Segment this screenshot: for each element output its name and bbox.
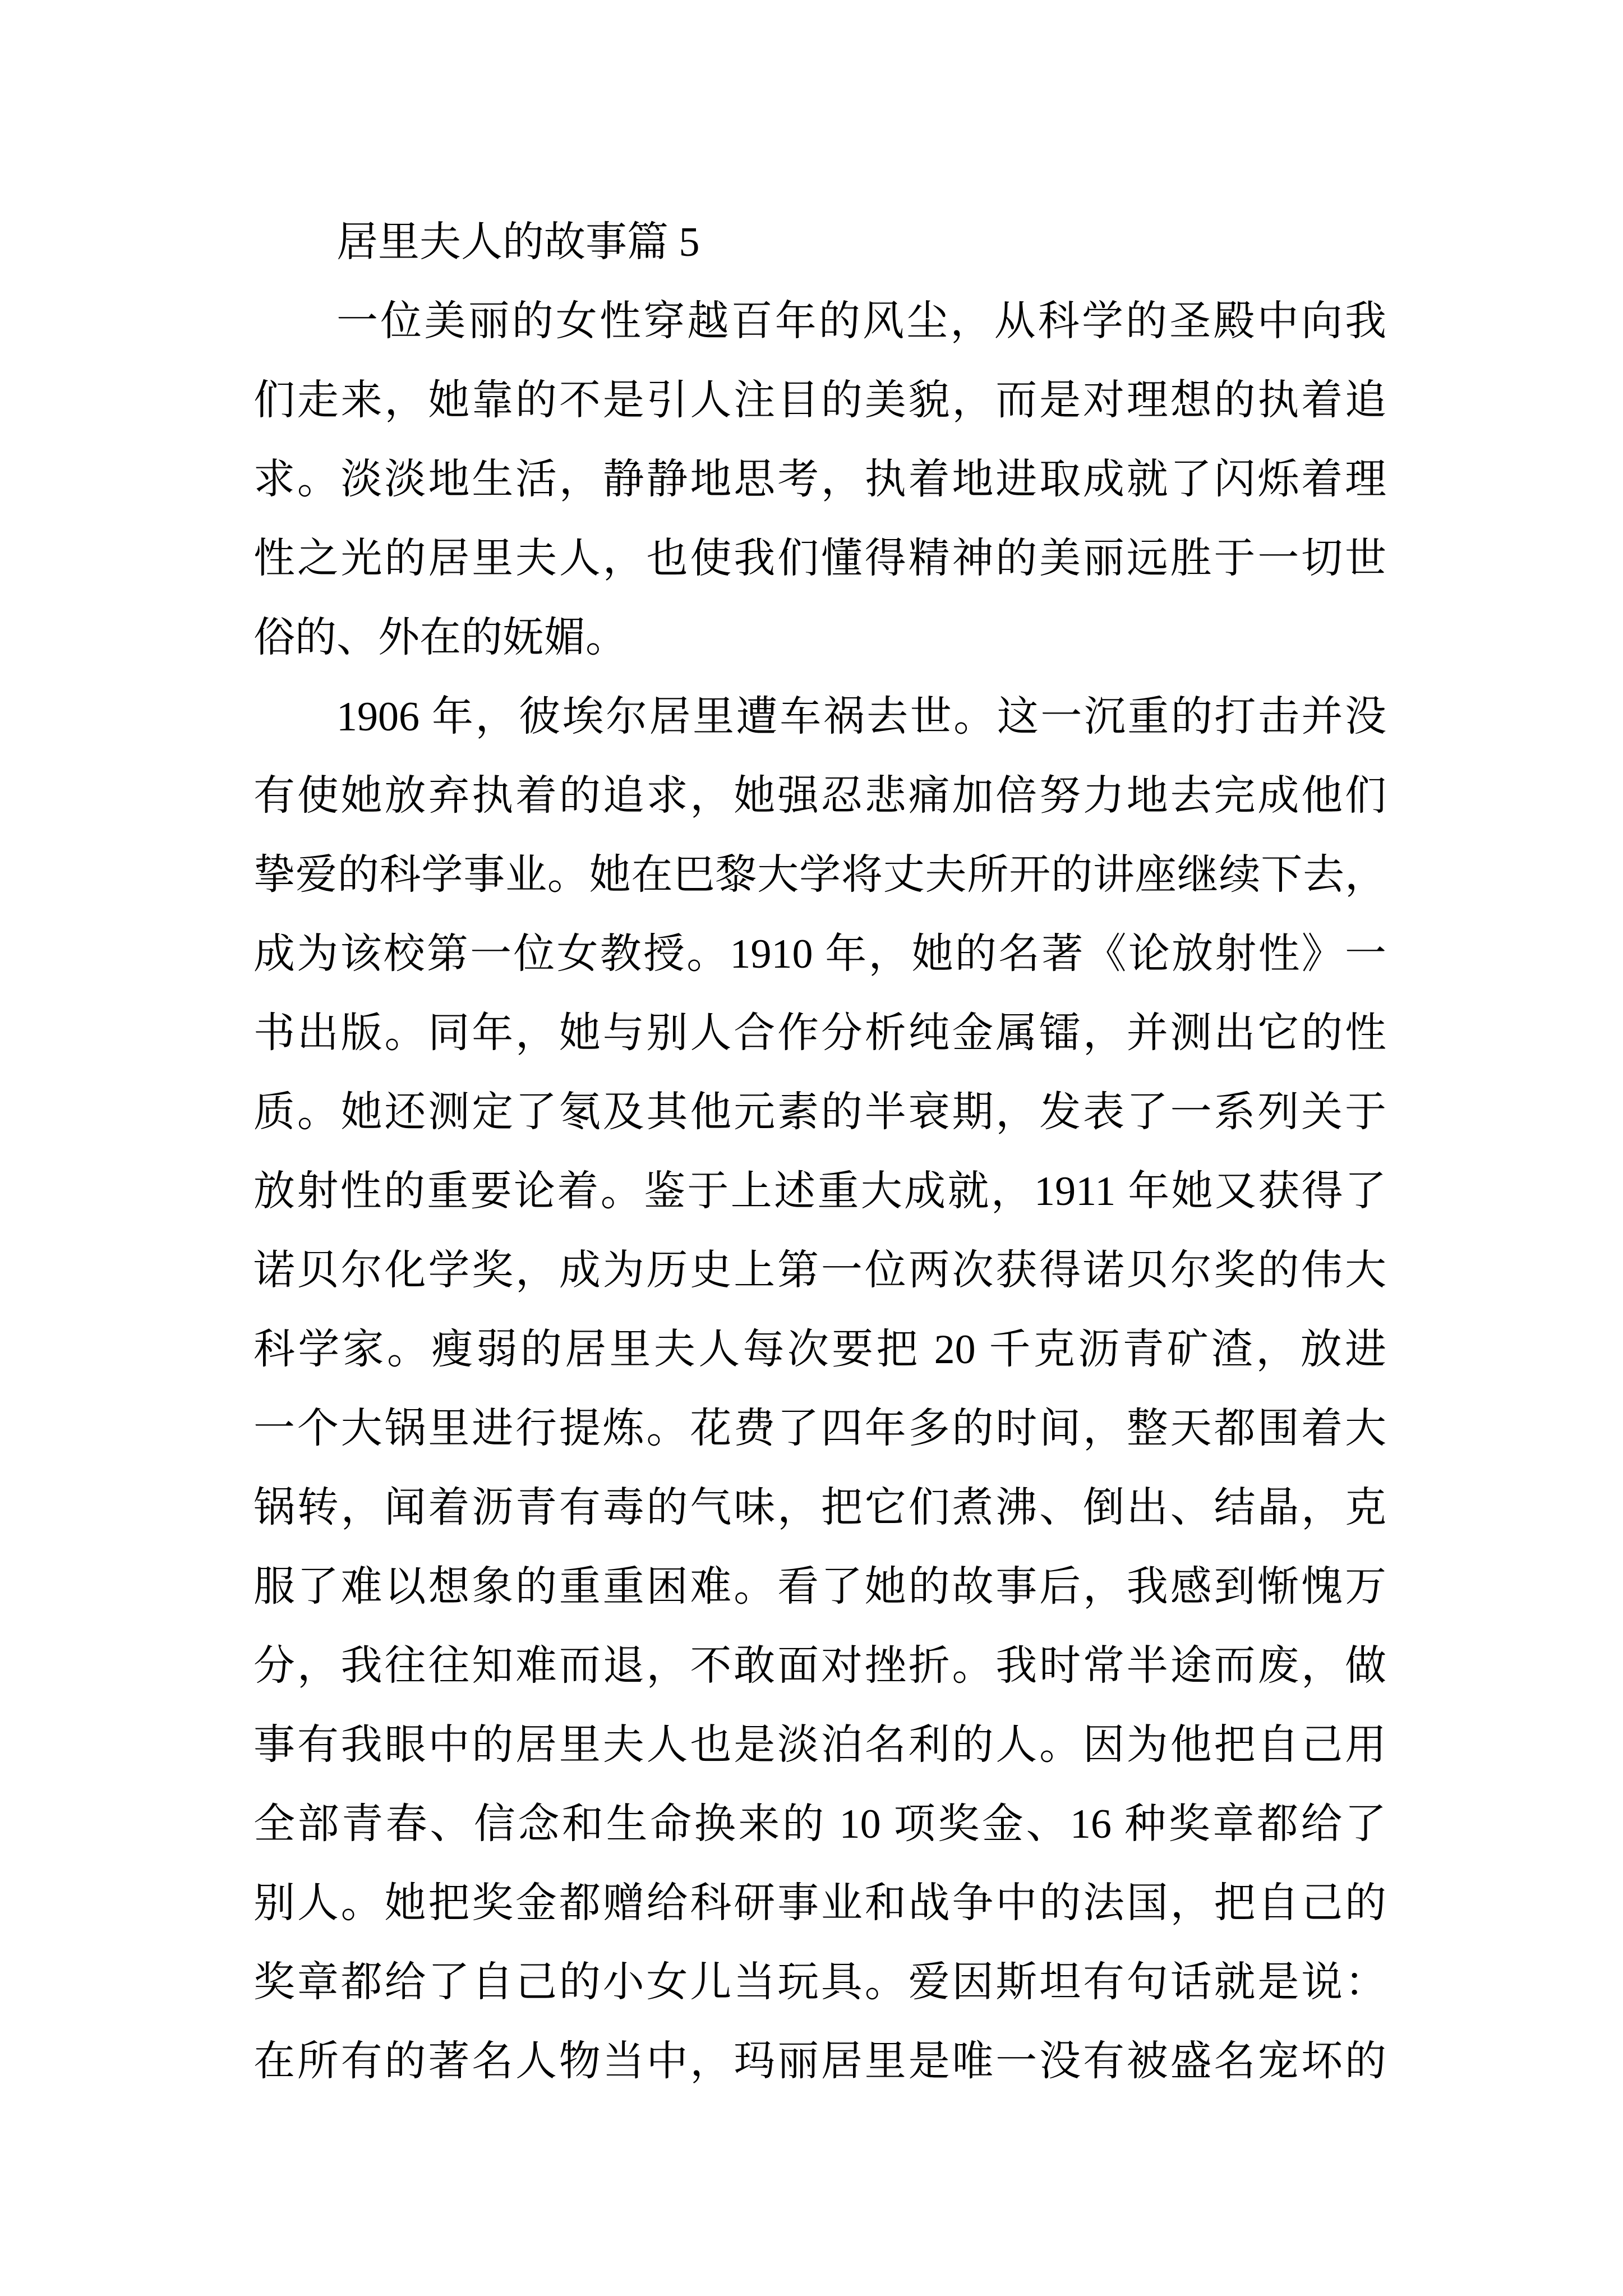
paragraph-line: 1906 年，彼埃尔居里遭车祸去世。这一沉重的打击并没 [336,694,1386,740]
paragraph-line: 成为该校第一位女教授。1910 年，她的名著《论放射性》一 [253,931,1386,977]
paragraph-line: 锅转，闻着沥青有毒的气味，把它们煮沸、倒出、结晶，克 [253,1485,1386,1531]
paragraph-line: 质。她还测定了氡及其他元素的半衰期，发表了一系列关于 [253,1089,1386,1135]
paragraph-line: 分，我往往知难而退，不敢面对挫折。我时常半途而废，做 [253,1643,1386,1689]
paragraph-line: 俗的、外在的妩媚。 [253,615,627,661]
story-heading: 居里夫人的故事篇 5 [336,219,700,265]
paragraph-line: 别人。她把奖金都赠给科研事业和战争中的法国，把自己的 [253,1880,1386,1926]
paragraph-line: 性之光的居里夫人，也使我们懂得精神的美丽远胜于一切世 [253,536,1386,582]
paragraph-line: 求。淡淡地生活，静静地思考，执着地进取成就了闪烁着理 [253,457,1386,503]
paragraph-line: 奖章都给了自己的小女儿当玩具。爱因斯坦有句话就是说： [253,1959,1386,2005]
paragraph-line: 有使她放弃执着的追求，她强忍悲痛加倍努力地去完成他们 [253,773,1386,819]
paragraph-line: 挚爱的科学事业。她在巴黎大学将丈夫所开的讲座继续下去， [253,852,1386,898]
paragraph-line: 们走来，她靠的不是引人注目的美貌，而是对理想的执着追 [253,378,1386,424]
paragraph-line: 事有我眼中的居里夫人也是淡泊名利的人。因为他把自己用 [253,1722,1386,1768]
paragraph-line: 在所有的著名人物当中，玛丽居里是唯一没有被盛名宠坏的 [253,2039,1386,2085]
paragraph-line: 诺贝尔化学奖，成为历史上第一位两次获得诺贝尔奖的伟大 [253,1248,1386,1294]
paragraph-line: 一位美丽的女性穿越百年的风尘，从科学的圣殿中向我 [336,298,1386,344]
paragraph-2 [253,678,1386,2101]
paragraph-line: 书出版。同年，她与别人合作分析纯金属镭，并测出它的性 [253,1010,1386,1056]
document-body [253,203,1386,2101]
paragraph-line: 一个大锅里进行提炼。花费了四年多的时间，整天都围着大 [253,1406,1386,1452]
paragraph-line: 放射性的重要论着。鉴于上述重大成就，1911 年她又获得了 [253,1168,1386,1214]
paragraph-1 [253,282,1386,678]
paragraph-line: 科学家。瘦弱的居里夫人每次要把 20 千克沥青矿渣，放进 [253,1327,1386,1373]
paragraph-line: 服了难以想象的重重困难。看了她的故事后，我感到惭愧万 [253,1564,1386,1610]
paragraph-line: 全部青春、信念和生命换来的 10 项奖金、16 种奖章都给了 [253,1801,1386,1847]
